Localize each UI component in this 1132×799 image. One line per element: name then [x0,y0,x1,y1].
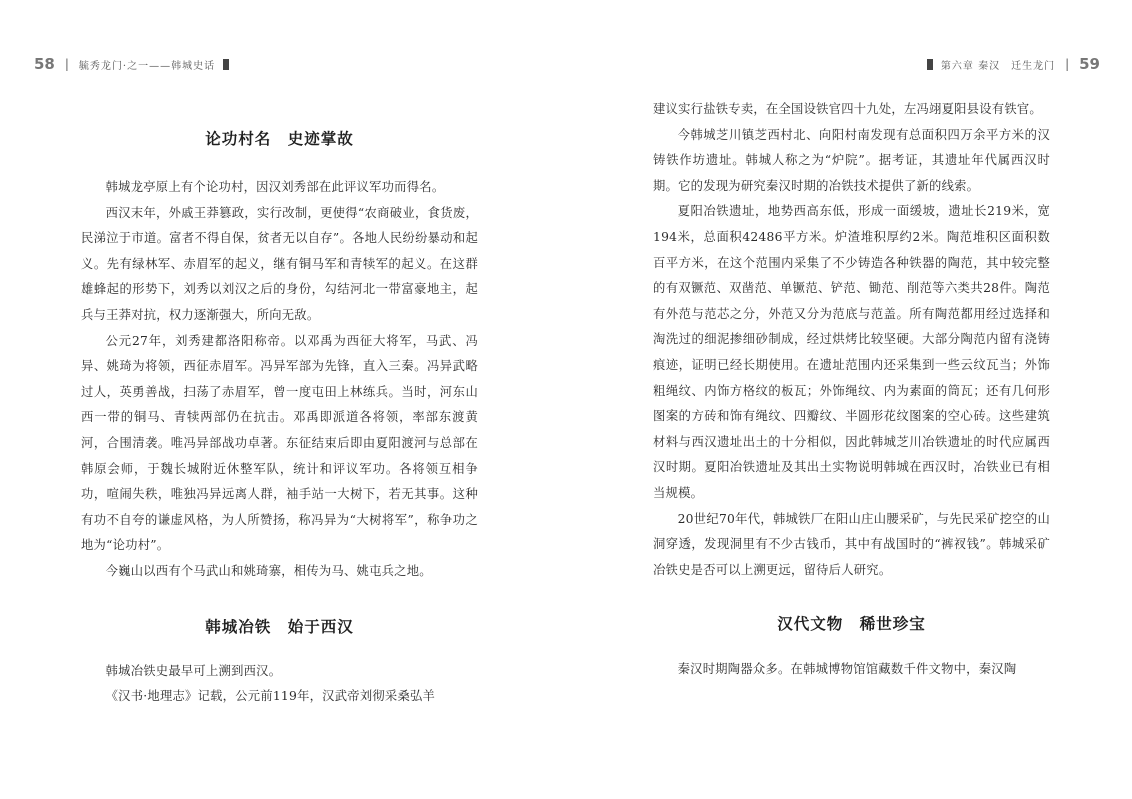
paragraph: 秦汉时期陶器众多。在韩城博物馆馆藏数千件文物中，秦汉陶 [677,662,1017,677]
header-separator: | [1065,57,1070,71]
chapter-title-header: 第六章 秦汉 迁生龙门 [940,60,1056,72]
page-number-right: 59 [1079,55,1100,73]
section-title-yetie: 韩城冶铁 始于西汉 [205,616,354,636]
paragraph: 西汉末年，外戚王莽篡政，实行改制，更使得“农商破业，食货废，民涕泣于市道。富者不得自保，贫者无以自存”。各地人民纷纷暴动和起义。先有绿林军、赤眉军的起义，继有铜马军和青犊军的起义。在这群雄蜂起的形势下，刘秀以刘汉之后的身份，勾结河北一带富豪地主，起兵与王莽对抗，权力逐渐强大，所向无敌。 [81,205,478,322]
header-mark-icon [927,59,933,70]
paragraph: 韩城冶铁史最早可上溯到西汉。 [105,663,282,678]
paragraph: 夏阳冶铁遗址，地势西高东低，形成一面缓坡，遗址长219米，宽194米，总面积42486平方米。炉渣堆积厚约2米。陶范堆积区面积数百平方米，在这个范围内采集了不少铸造各种铁器的陶范，其中较完整的有双镢范、双凿范、单镢范、铲范、锄范、削范等六类共28件。陶范有外范与范芯之分，外范又分为范底与范盖。所有陶范都用经过选择和淘洗过的细泥掺细砂制成，经过烘烤比较坚硬。大部分陶范内留有浇铸痕迹，证明已经长期使用。在遗址范围内还采集到一些云纹瓦当；外饰粗绳纹、内饰方格纹的板瓦；外饰绳纹、内为素面的筒瓦；还有几何形图案的方砖和饰有绳纹、四瓣纹、半圆形花纹图案的空心砖。这些建筑材料与西汉遗址出土的十分相似，因此韩城芝川冶铁遗址的时代应属西汉时期。夏阳冶铁遗址及其出土实物说明韩城在西汉时，冶铁业已有相当规模。 [653,204,1050,500]
book-title-header: 毓秀龙门·之一——韩城史话 [78,60,216,72]
section-title-wenwu: 汉代文物 稀世珍宝 [777,614,926,634]
left-text-column [81,123,478,710]
paragraph: 20世纪70年代，韩城铁厂在阳山庄山腰采矿，与先民采矿挖空的山洞穿透，发现洞里有不少古钱币，其中有战国时的“裤衩钱”。韩城采矿冶铁史是否可以上溯更远，留待后人研究。 [653,511,1050,577]
left-running-header [34,52,237,76]
paragraph: 今韩城芝川镇芝西村北、向阳村南发现有总面积四万余平方米的汉铸铁作坊遗址。韩城人称之为“炉院”。据考证，其遗址年代属西汉时期。它的发现为研究秦汉时期的冶铁技术提供了新的线索。 [653,127,1050,193]
paragraph-continuation: 建议实行盐铁专卖，在全国设铁官四十九处，左冯翊夏阳县设有铁官。 [653,102,1042,116]
paragraph: 《汉书·地理志》记载，公元前119年，汉武帝刘彻采桑弘羊 [105,689,436,704]
section-title-lungong: 论功村名 史迹掌故 [205,129,354,148]
header-separator: | [64,57,69,71]
header-mark-icon [223,59,229,70]
paragraph: 今巍山以西有个马武山和姚琦寨，相传为马、姚屯兵之地。 [105,563,432,578]
right-text-column [653,97,1050,683]
paragraph: 韩城龙亭原上有个论功村，因汉刘秀部在此评议军功而得名。 [105,180,445,194]
right-running-header [919,52,1100,76]
page-number-left: 58 [34,55,55,73]
paragraph: 公元27年，刘秀建都洛阳称帝。以邓禹为西征大将军，马武、冯异、姚琦为将领，西征赤眉军。冯异军部为先锋，直入三秦。冯异武略过人，英勇善战，扫荡了赤眉军，曾一度屯田上林练兵。当时，河东山西一带的铜马、青犊两部仍在抗击。邓禹即派道各将领，率部东渡黄河，合围清袭。唯冯异部战功卓著。东征结束后即由夏阳渡河与总部在韩原会师，于魏长城附近休整军队，统计和评议军功。各将领互相争功，喧闹失秩，唯独冯异远离人群，袖手站一大树下，若无其事。这种有功不自夸的谦虚风格，为人所赞扬，称冯异为“大树将军”，称争功之地为“论功村”。 [81,333,478,553]
right-page [566,0,1132,799]
